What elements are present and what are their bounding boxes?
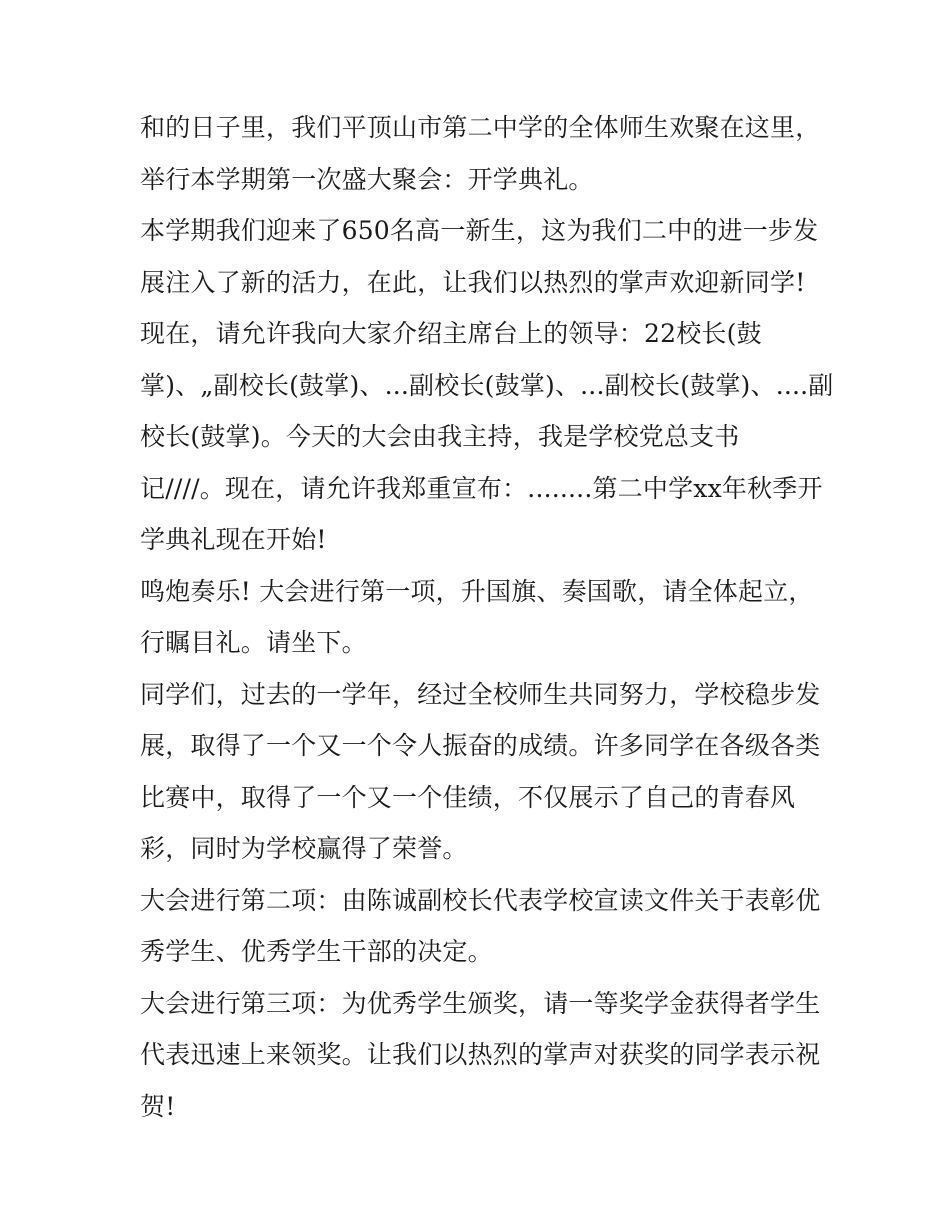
document-body [140,102,834,1132]
text-line: 校长(鼓掌)。今天的大会由我主持，我是学校党总支书 [140,422,740,451]
text-line: 记////。现在，请允许我郑重宣布：........第二中学xx年秋季开 [140,473,823,503]
text-line: 和的日子里，我们平顶山市第二中学的全体师生欢聚在这里， [140,113,821,142]
text-line: 秀学生、优秀学生干部的决定。 [140,937,493,966]
text-line: 代表迅速上来领奖。让我们以热烈的掌声对获奖的同学表示祝 [140,1040,821,1069]
text-line: 举行本学期第一次盛大聚会：开学典礼。 [140,164,594,194]
text-line: 彩，同时为学校赢得了荣誉。 [140,834,468,863]
text-line: 展注入了新的活力，在此，让我们以热烈的掌声欢迎新同学! [140,267,806,297]
text-line: 本学期我们迎来了650名高一新生，这为我们二中的进一步发 [140,216,819,245]
text-line: 同学们，过去的一学年，经过全校师生共同努力，学校稳步发 [140,679,821,709]
text-line: 比赛中，取得了一个又一个佳绩，不仅展示了自己的青春风 [140,782,796,812]
text-line: 展，取得了一个又一个令人振奋的成绩。许多同学在各级各类 [140,731,821,760]
text-line: 现在，请允许我向大家介绍主席台上的领导：22校长(鼓 [140,319,762,348]
text-line: 掌)、„副校长(鼓掌)、...副校长(鼓掌)、...副校长(鼓掌)、....副 [140,370,834,400]
text-line: 鸣炮奏乐! 大会进行第一项，升国旗、奏国歌，请全体起立， [140,576,814,606]
text-line: 行瞩目礼。请坐下。 [140,628,367,657]
text-line: 大会进行第二项：由陈诚副校长代表学校宣读文件关于表彰优 [140,885,821,915]
text-line: 学典礼现在开始! [140,525,327,554]
text-line: 大会进行第三项：为优秀学生颁奖，请一等奖学金获得者学生 [140,988,821,1018]
text-line: 贺! [140,1091,176,1121]
